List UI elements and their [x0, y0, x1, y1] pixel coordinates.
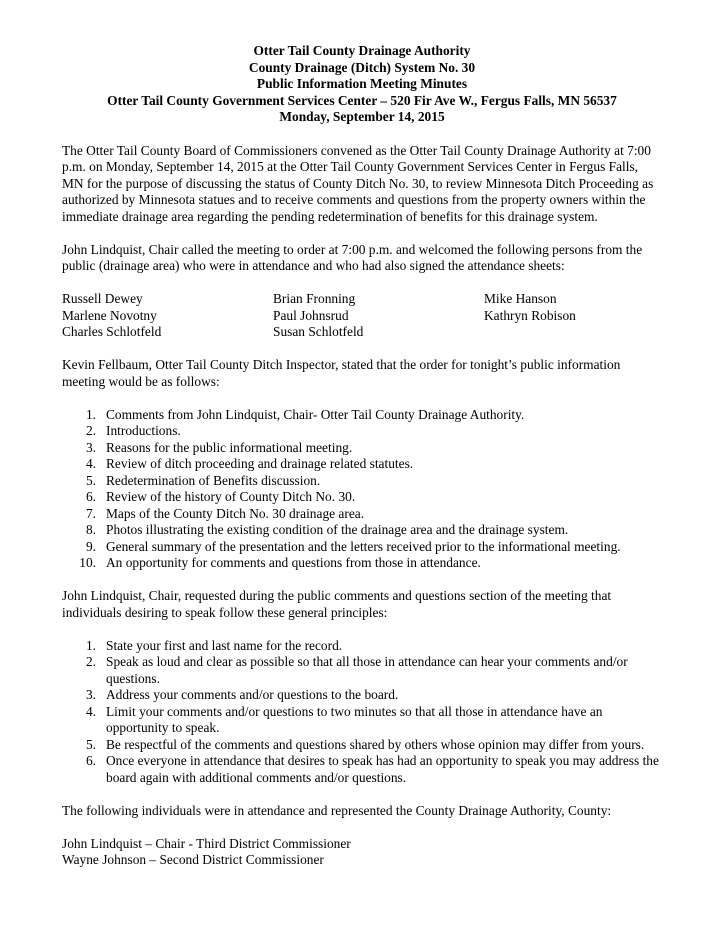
principles-intro-paragraph: John Lindquist, Chair, requested during the public comments and questions section of the meeting that individuals desiring to speak follow these general principles: — [62, 588, 612, 620]
list-item — [62, 473, 662, 490]
header-location: Otter Tail County Government Services Center – 520 Fir Ave W., Fergus Falls, MN 56537 — [107, 92, 617, 108]
list-text: Be respectful of the comments and questions shared by others whose opinion may differ from yours. — [106, 736, 645, 752]
call-to-order-paragraph: John Lindquist, Chair called the meeting to order at 7:00 p.m. and welcomed the following persons from the public (drainage area) who were in attendance and who had also signed the attendance sheets: — [62, 241, 643, 273]
list-text: Review of the history of County Ditch No. 30. — [106, 489, 356, 504]
list-number: 10. — [79, 555, 96, 570]
list-number: 5. — [85, 472, 96, 488]
list-number: 9. — [85, 538, 96, 554]
header-title: Otter Tail County Drainage Authority — [253, 43, 471, 58]
list-number: 7. — [85, 505, 96, 521]
list-number: 8. — [85, 522, 96, 537]
list-text: Redetermination of Benefits discussion. — [106, 472, 321, 488]
list-number: 1. — [85, 637, 96, 653]
list-text: Comments from John Lindquist, Chair- Otter Tail County Drainage Authority. — [106, 406, 525, 422]
list-number: 6. — [85, 489, 96, 504]
list-text: Review of ditch proceeding and drainage related statutes. — [106, 456, 414, 471]
list-number: 2. — [85, 654, 96, 669]
list-item — [62, 753, 662, 786]
attendee-name: Susan Schlotfeld — [273, 324, 364, 339]
header-meeting-type: Public Information Meeting Minutes — [256, 76, 468, 91]
intro-paragraph: The Otter Tail County Board of Commissioners convened as the Otter Tail County Drainage Authority at 7:00 p.m. on Monday, September 14, 2015 at the Otter Tail County Government Services Center in Fergus Falls, MN for the purpose of discussing the status of County Ditch No. 30, to review Minnesota Ditch Proceeding as authorized by Minnesota statues and to receive comments and questions from the property owners within the immediate drainage area regarding the pending redetermination of benefits for this drainage system. — [62, 142, 654, 224]
list-text: Once everyone in attendance that desires to speak has had an opportunity to speak you may address the board again with additional comments and/or questions. — [106, 753, 659, 785]
list-item — [62, 704, 662, 737]
list-text: General summary of the presentation and the letters received prior to the informational meeting. — [106, 538, 621, 554]
list-text: State your first and last name for the record. — [106, 637, 343, 653]
header-date: Monday, September 14, 2015 — [279, 109, 445, 124]
list-number: 3. — [85, 439, 96, 455]
list-text: Introductions. — [106, 423, 181, 438]
officials-intro-paragraph: The following individuals were in attendance and represented the County Drainage Authority, County: — [62, 802, 612, 818]
list-item — [62, 440, 662, 457]
list-number: 3. — [85, 687, 96, 702]
officials-list — [62, 836, 662, 869]
list-number: 4. — [85, 703, 96, 719]
document-page — [62, 43, 662, 869]
list-item — [62, 456, 662, 473]
list-item — [62, 506, 662, 523]
attendee-name: Brian Fronning — [273, 291, 356, 306]
list-text: Photos illustrating the existing condition of the drainage area and the drainage system. — [106, 522, 569, 537]
list-number: 5. — [85, 736, 96, 752]
principles-list — [62, 638, 662, 787]
list-item — [62, 423, 662, 440]
attendee-name: Kathryn Robison — [484, 307, 576, 323]
agenda-list — [62, 407, 662, 572]
list-text: Maps of the County Ditch No. 30 drainage area. — [106, 505, 365, 521]
agenda-intro-paragraph: Kevin Fellbaum, Otter Tail County Ditch Inspector, stated that the order for tonight’s public information meeting would be as follows: — [62, 357, 621, 389]
list-text: Speak as loud and clear as possible so that all those in attendance can hear your comments and/or questions. — [106, 654, 628, 686]
official-entry: Wayne Johnson – Second District Commissioner — [62, 852, 324, 867]
attendee-name: Paul Johnsrud — [273, 307, 349, 323]
list-item — [62, 737, 662, 754]
attendee-name: Russell Dewey — [62, 291, 143, 306]
list-text: Reasons for the public informational meeting. — [106, 439, 353, 455]
list-item — [62, 539, 662, 556]
list-number: 1. — [85, 406, 96, 422]
list-item — [62, 638, 662, 655]
list-item — [62, 489, 662, 506]
list-number: 6. — [85, 753, 96, 768]
attendee-name: Mike Hanson — [484, 291, 557, 306]
document-header — [62, 43, 662, 126]
attendee-name — [484, 324, 662, 341]
list-item — [62, 687, 662, 704]
attendee-list — [62, 291, 662, 341]
list-item — [62, 522, 662, 539]
list-text: Address your comments and/or questions to the board. — [106, 687, 399, 702]
attendee-name: Marlene Novotny — [62, 307, 157, 323]
list-item — [62, 407, 662, 424]
list-text: Limit your comments and/or questions to two minutes so that all those in attendance have an opportunity to speak. — [106, 703, 603, 735]
list-item — [62, 654, 662, 687]
list-text: An opportunity for comments and questions from those in attendance. — [106, 555, 481, 570]
attendee-name: Charles Schlotfeld — [62, 324, 162, 339]
list-item — [62, 555, 662, 572]
official-entry: John Lindquist – Chair - Third District Commissioner — [62, 835, 351, 851]
header-system: County Drainage (Ditch) System No. 30 — [248, 59, 476, 75]
list-number: 4. — [85, 456, 96, 471]
list-number: 2. — [85, 423, 96, 438]
